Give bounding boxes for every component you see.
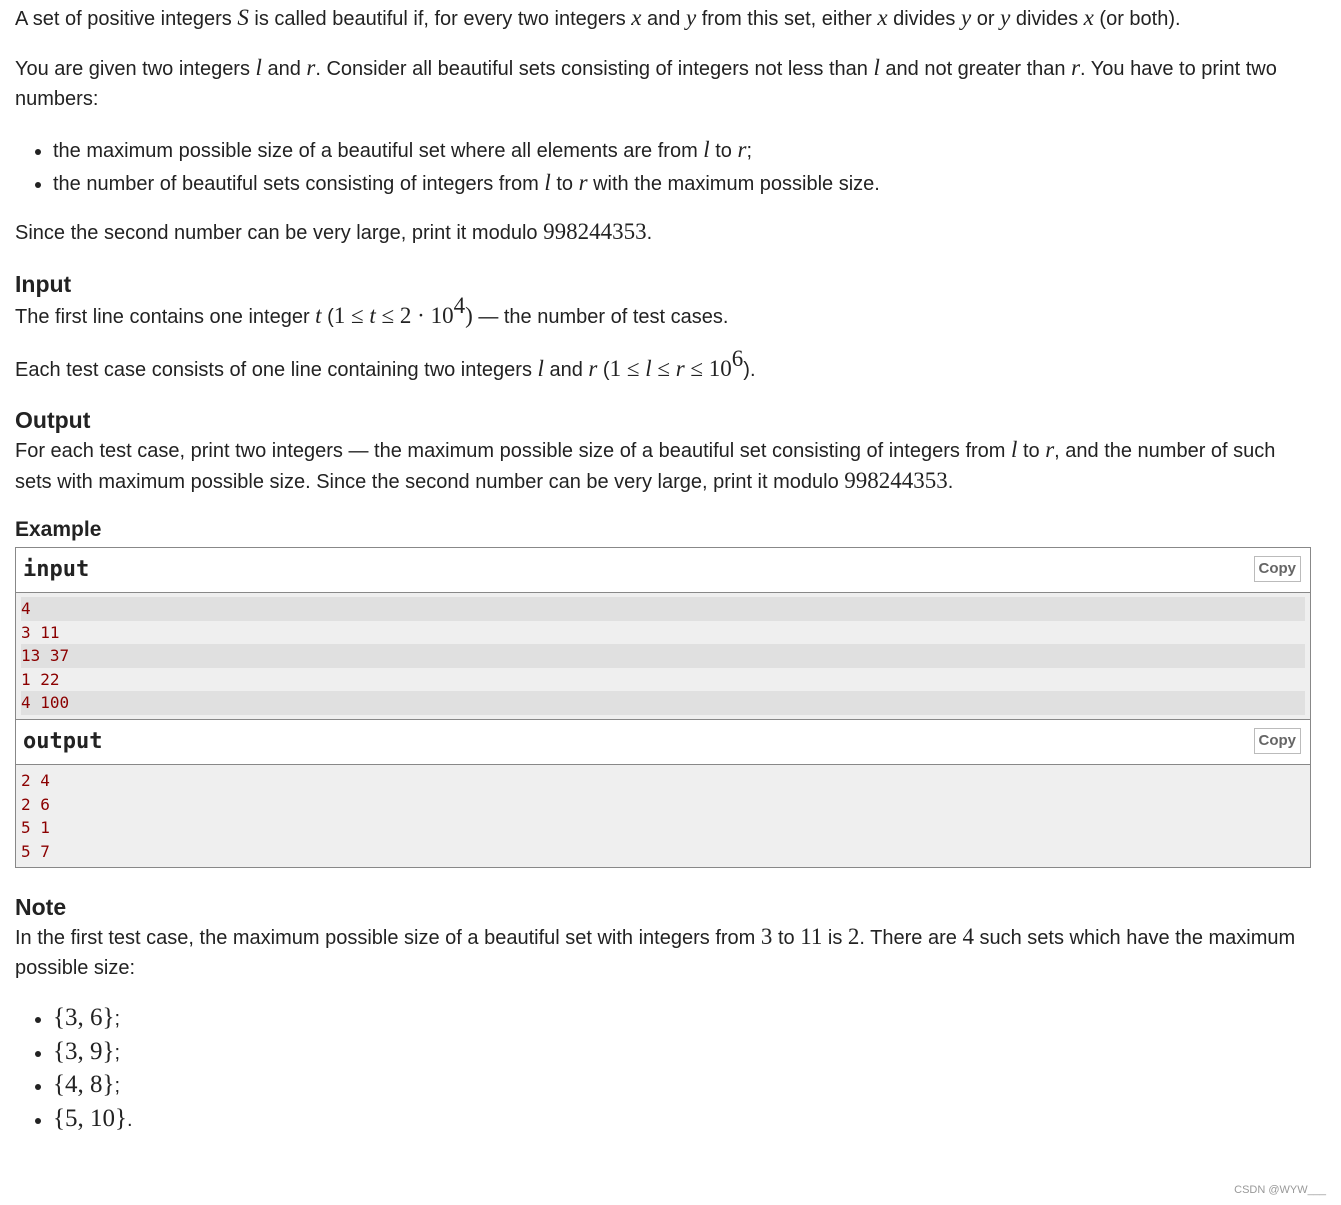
list-item: • {4, 8}; [53, 1069, 1311, 1103]
input-paragraph-1: The first line contains one integer t $(1 \le t \le 2 \cdot 10^4)$ — the number of test cases. [15, 293, 729, 328]
sample-output-box [15, 720, 1311, 868]
example-section-title: Example [15, 518, 102, 541]
sample-input-header [16, 548, 1310, 593]
output-paragraph: For each test case, print two integers — the maximum possible size of a beautiful set consisting of integers from l to r, and the number of such sets with maximum possible size. Since the second number can be very large, print it modulo 998244353. [15, 437, 1276, 493]
sample-output-header [16, 720, 1310, 765]
sample-output-line: 2 6 [21, 794, 50, 814]
sample-output-content [16, 765, 1310, 867]
sample-output-line: 5 1 [21, 818, 50, 838]
sample-output-line: 2 4 [21, 771, 50, 790]
list-item: • {3, 6}; [53, 1002, 1311, 1036]
sample-input-line: 4 100 [21, 691, 1305, 715]
sample-output-title: output [23, 729, 103, 754]
note-section-title: Note [15, 894, 67, 920]
statement-paragraph-2: You are given two integers l and r. Consider all beautiful sets consisting of integers not less than l and not greater than r. You have to print two numbers: [15, 55, 1277, 110]
statement-paragraph-1: A set of positive integers S is called beautiful if, for every two integers x and y from this set, either x divides y or y divides x (or both). [15, 5, 1181, 30]
copy-input-button[interactable]: Copy [1254, 556, 1302, 582]
note-paragraph: In the first test case, the maximum possible size of a beautiful set with integers from 3 to 11 is 2. There are 4 such sets which have the maximum possible size: [15, 924, 1296, 979]
sample-input-line: 4 [21, 597, 1305, 621]
input-section-title: Input [15, 271, 72, 297]
list-item: • {5, 10}. [53, 1103, 1311, 1137]
statement-paragraph-3: Since the second number can be very large, print it modulo 998244353. [15, 219, 653, 244]
list-item: • the maximum possible size of a beautiful set where all elements are from l to r; [53, 134, 1311, 167]
sample-input-line: 1 22 [21, 669, 60, 689]
sample-input-line: 13 37 [21, 644, 1305, 668]
output-section-title: Output [15, 407, 91, 433]
sample-input-box [15, 547, 1311, 720]
sample-output-line: 5 7 [21, 841, 50, 861]
input-paragraph-2: Each test case consists of one line containing two integers l and r $(1 \le l \le r \le 10^6)$. [15, 346, 756, 381]
statement-bullet-list [15, 134, 1311, 200]
list-item: • the number of beautiful sets consisting of integers from l to r with the maximum possible size. [53, 167, 1311, 200]
note-set-list [15, 1002, 1311, 1136]
copy-output-button[interactable]: Copy [1254, 728, 1302, 754]
watermark: CSDN @WYW___ [1234, 1184, 1326, 1196]
sample-input-title: input [23, 557, 90, 582]
list-item: • {3, 9}; [53, 1036, 1311, 1070]
sample-input-line: 3 11 [21, 622, 60, 642]
sample-input-content [16, 593, 1310, 719]
